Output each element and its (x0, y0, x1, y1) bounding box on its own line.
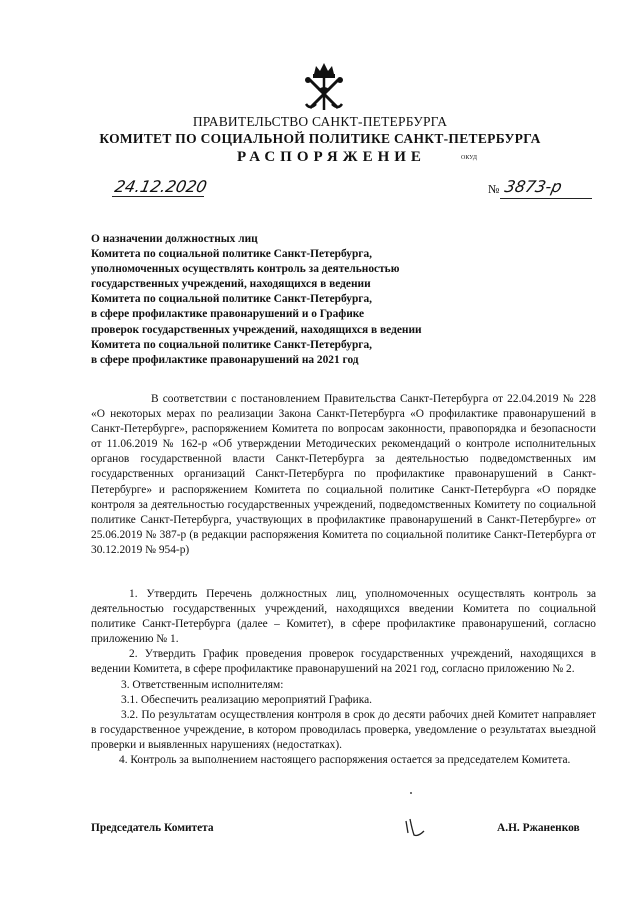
item-2: 2. Утвердить График проведения проверок государственных учреждений, находящихся в ведении Комитета, в сфере профилактике правонарушений на 2021 год, согласно приложению № 2. (91, 648, 596, 676)
signatory-name: А.Н. Ржаненков (497, 822, 580, 834)
signatory-title: Председатель Комитета (91, 822, 214, 834)
title-line: Комитета по социальной политике Санкт-Петербурга, (91, 293, 373, 306)
title-line: государственных учреждений, находящихся в ведении (91, 278, 371, 291)
preamble-paragraph: В соответствии с постановлением Правительства Санкт-Петербурга от 22.04.2019 № 228 «О некоторых мерах по реализации Закона Санкт-Петербурга «О профилактике правонарушений в Санкт-Петербурге», распоряжением Комитета по вопросам законности, правопорядка и безопасности от 11.06.2019 № 162-р «Об утверждении Методических рекомендаций о контроле исполнительных органов государственной власти Санкт-Петербурга за деятельностью подведомственных им государственных организаций Санкт-Петербурга по профилактике правонарушений в Санкт-Петербурге» и распоряжением Комитета по социальной политике Санкт-Петербурга «О порядке контроля за деятельностью государственных учреждений, подведомственных Комитету по социальной политике Санкт-Петербурга, участвующих в профилактике правонарушений в Санкт-Петербурге» от 25.06.2019 № 387-р (в редакции распоряжения Комитета по социальной политике Санкт-Петербурга от 30.12.2019 № 954-р) (91, 393, 596, 556)
coat-of-arms-icon (302, 60, 346, 112)
document-number: 3873-р (502, 177, 564, 196)
title-line: О назначении должностных лиц (91, 233, 258, 245)
title-line: в сфере профилактике правонарушений и о Графике (91, 308, 365, 321)
handwritten-signature (400, 815, 434, 841)
item-3-1: 3.1. Обеспечить реализацию мероприятий Графика. (121, 693, 372, 706)
scan-speck (410, 792, 412, 794)
resolution-items (91, 587, 596, 768)
number-underline (500, 198, 592, 199)
title-line: Комитета по социальной политике Санкт-Петербурга, (91, 248, 373, 261)
item-4: 4. Контроль за выполнением настоящего распоряжения остается за председателем Комитета. (119, 754, 571, 767)
number-label: № (488, 182, 500, 196)
okud-label: ОКУД (461, 155, 477, 161)
government-name: ПРАВИТЕЛЬСТВО САНКТ-ПЕТЕРБУРГА (192, 114, 448, 129)
title-line: уполномоченных осуществлять контроль за деятельностью (91, 263, 400, 276)
item-3-2: 3.2. По результатам осуществления контроля в срок до десяти рабочих дней Комитет направляет в государственное учреждение, в котором проводилась проверка, уведомление о результатах выездной проверки и выявленных нарушениях (недостатках). (91, 708, 596, 751)
document-date: 24.12.2020 (112, 177, 209, 196)
committee-name: КОМИТЕТ ПО СОЦИАЛЬНОЙ ПОЛИТИКЕ САНКТ-ПЕТЕРБУРГА (99, 131, 541, 146)
document-type: РАСПОРЯЖЕНИЕ (237, 149, 426, 165)
document-title (91, 232, 422, 368)
date-underline (112, 196, 204, 197)
title-line: в сфере профилактике правонарушений на 2021 год (91, 353, 359, 366)
item-1: 1. Утвердить Перечень должностных лиц, уполномоченных осуществлять контроль за деятельностью государственных учреждений, находящихся введении Комитета по социальной политике Санкт-Петербурга (далее – Комитет), в сфере профилактике правонарушений, согласно приложению № 1. (91, 588, 596, 646)
title-line: Комитета по социальной политике Санкт-Петербурга, (91, 338, 373, 351)
item-3: 3. Ответственным исполнителям: (121, 678, 284, 691)
title-line: проверок государственных учреждений, находящихся в ведении (91, 323, 422, 336)
